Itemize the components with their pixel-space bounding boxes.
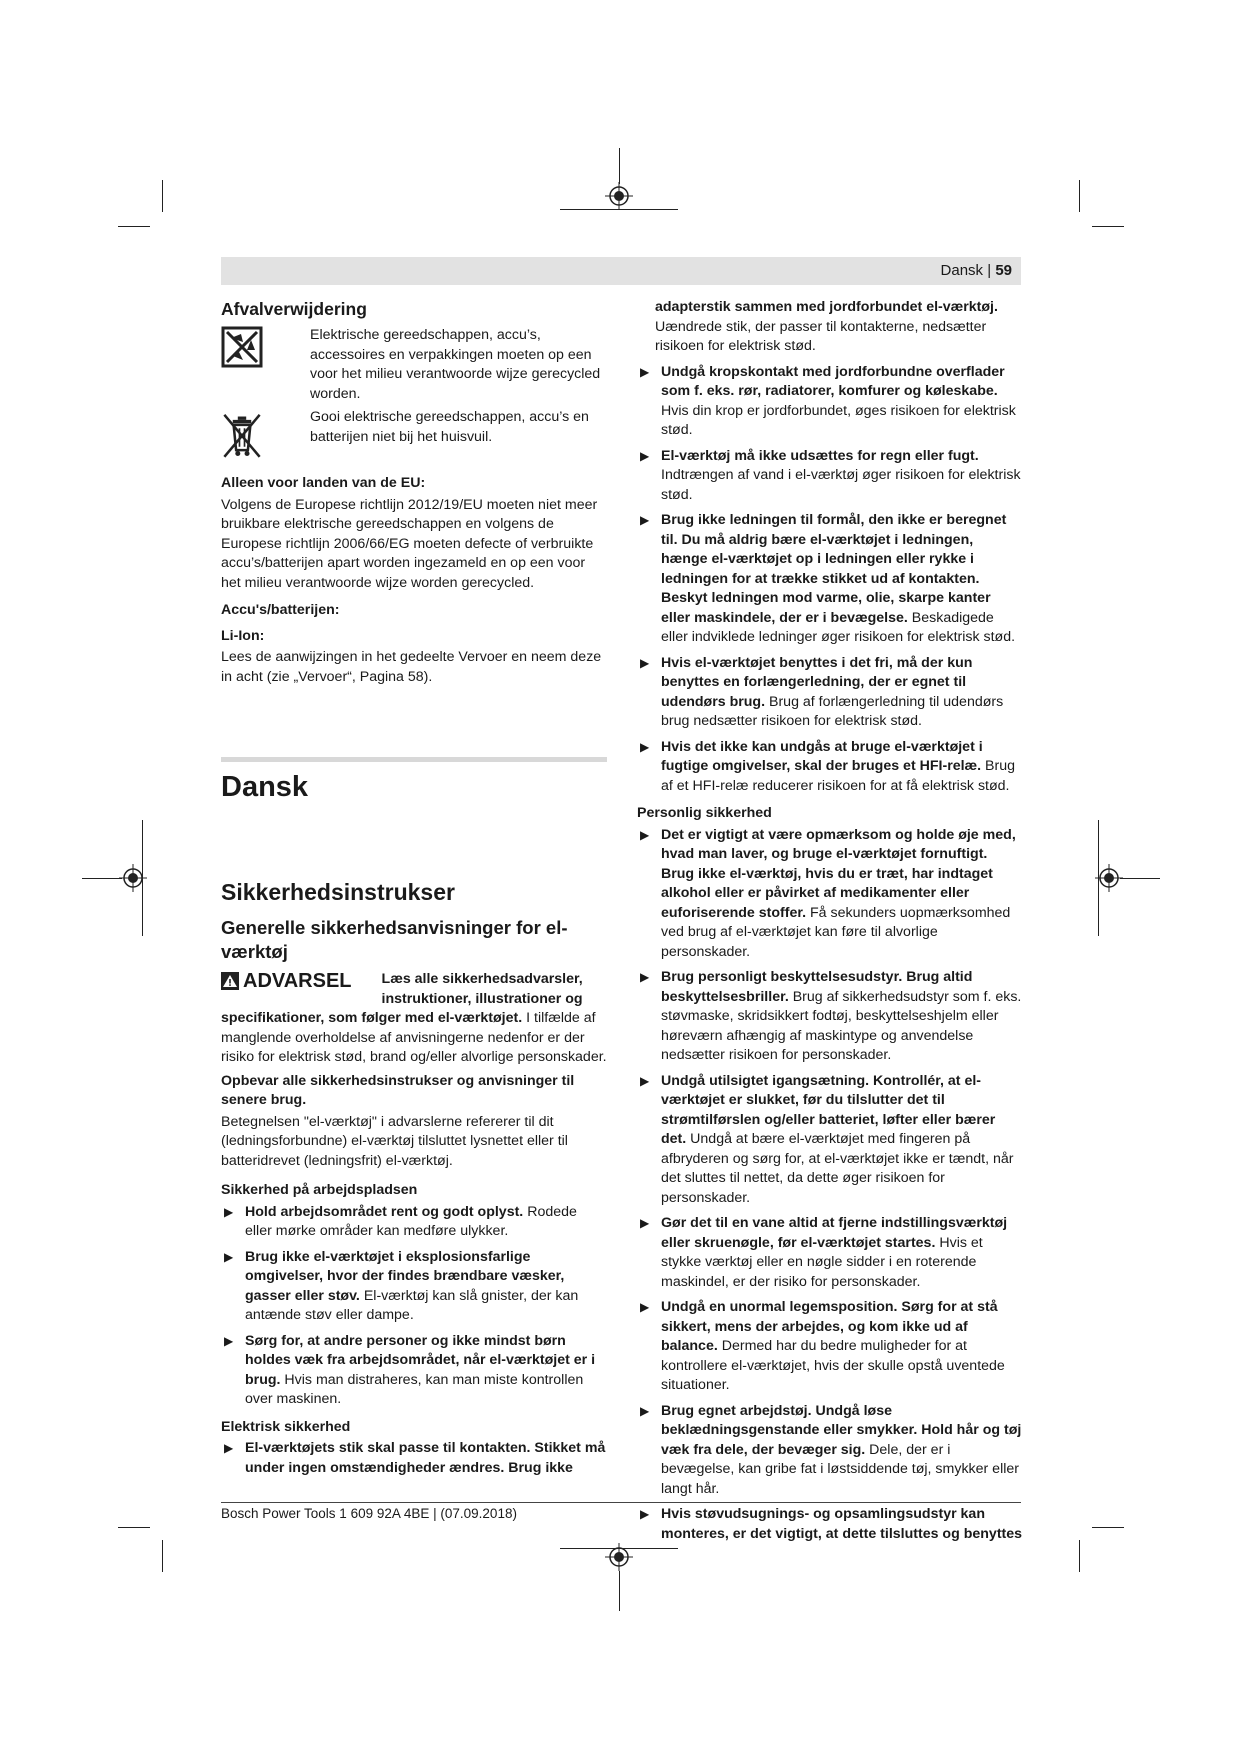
list-item-text: Undgå at bære el-værktøjet med fingeren på afbryderen og sørg for, at el-værktøjet ikke er tændt, når det sluttes til nettet, da dette øger risikoen for personskader. (661, 1131, 1014, 1206)
list-item-text: Indtrængen af vand i el-værktøj øger risikoen for elektrisk stød. (661, 467, 1021, 503)
continued-bold: adapterstik sammen med jordforbundet el-værktøj. (655, 299, 998, 315)
list-item-bold: Undgå en unormal legemsposition. Sørg for at stå sikkert, mens der arbejdes, og kom ikke ud af balance. (661, 1299, 998, 1354)
warning-block (221, 970, 607, 1068)
keep-text: Betegnelsen "el-værktøj" i advarslerne refererer til dit (ledningsforbundne) el-værktøj tilsluttet lysnettet eller til batteridrevet (ledningsfrit) el-værktøj. (221, 1113, 568, 1169)
list-item-bold: Brug ikke el-værktøjet i eksplosionsfarlige omgivelser, hvor der findes brændbare væsker, gasser eller støv. (245, 1248, 565, 1304)
list-item-bold: Gør det til en vane altid at fjerne indstillingsværktøj eller skruenøgle, før el-værktøjet startes. (661, 1215, 1008, 1251)
crop-mark (162, 1540, 163, 1572)
list-item (637, 738, 1023, 797)
triangle-bullet-icon: ▶ (640, 364, 650, 379)
list-item-text: Få sekunders uopmærksomhed ved brug af el-værktøjet kan føre til alvorlige personskader. (661, 904, 1011, 960)
list-item-bold: Undgå kropskontakt med jordforbundne overflader som f. eks. rør, radiatorer, komfurer og køleskabe. (661, 363, 1005, 399)
triangle-bullet-icon: ▶ (640, 970, 650, 984)
warning-bold-text: Læs alle sikkerhedsadvarsler, instruktioner, illustrationer og specifikationer, som følger med el-værktøjet. (221, 971, 583, 1026)
crop-mark (560, 209, 678, 210)
workplace-heading: Sikkerhed på arbejdspladsen (221, 1182, 418, 1198)
crop-mark (82, 878, 122, 879)
list-item (637, 654, 1023, 732)
list-item-bold: Undgå utilsigtet igangsætning. Kontrollér, at el-værktøjet er slukket, før du tilslutter det til strømtilførslen og/eller batteriet, løfter eller bærer det. (661, 1072, 996, 1147)
triangle-bullet-icon: ▶ (640, 513, 650, 527)
list-item-bold: Brug personligt beskyttelsesudstyr. Brug altid beskyttelsesbriller. (661, 969, 973, 1005)
safety-title: Sikkerhedsinstrukser (221, 879, 455, 905)
liion-text: Lees de aanwijzingen in het gedeelte Vervoer en neem deze in acht (zie „Vervoer“, Pagina 58). (221, 649, 602, 685)
crossed-out-wheelie-bin-icon (221, 408, 263, 462)
header-text (941, 262, 1012, 280)
crop-mark (1120, 878, 1160, 879)
triangle-bullet-icon: ▶ (640, 1216, 650, 1230)
crop-mark (1079, 1540, 1080, 1572)
crop-mark (118, 1527, 150, 1528)
list-item (221, 1332, 607, 1410)
battery-heading: Accu's/batterijen: (221, 602, 340, 618)
disposal-row-recycle (221, 326, 607, 404)
list-item (637, 511, 1023, 648)
list-item-bold: Brug egnet arbejdstøj. Undgå løse beklædningsgenstande eller smykker. Hold hår og tøj væk fra dele, der bevæger sig. (661, 1402, 1022, 1458)
general-title: Generelle sikkerhedsanvisninger for el-værktøj (221, 917, 568, 962)
crop-mark (1098, 820, 1099, 936)
triangle-bullet-icon: ▶ (640, 739, 650, 754)
triangle-bullet-icon: ▶ (640, 1300, 650, 1314)
list-item (637, 363, 1023, 441)
left-column (221, 298, 607, 1484)
keep-heading: Opbevar alle sikkerhedsinstrukser og anvisninger til senere brug. (221, 1072, 575, 1108)
warning-triangle-icon (221, 972, 239, 990)
warning-text: I tilfælde af manglende overholdelse af anvisningerne nedenfor er der risiko for elektrisk stød, brand og/eller alvorlige personskader. (221, 1010, 607, 1065)
list-item (637, 1402, 1023, 1500)
list-item (637, 1072, 1023, 1209)
list-item-bold: Det er vigtigt at være opmærksom og holde øje med, hvad man laver, og bruge el-værktøjet fornuftigt. Brug ikke el-værktøj, hvis du er træt, har indtaget alkohol eller er påvirket af medikamenter eller euforiserende stoffer. (661, 826, 1016, 921)
list-item-text: Dele, der er i bevægelse, kan gribe fat i løstsiddende tøj, smykker eller langt hår. (661, 1441, 1019, 1497)
warning-label: ADVARSEL (243, 970, 352, 992)
triangle-bullet-icon: ▶ (224, 1249, 234, 1264)
list-item-text: Brug af sikkerhedsudstyr som f. eks. støvmaske, skridsikkert fodtøj, beskyttelseshjelm eller høreværn afhængig af maskintype og anvendelse nedsætter risikoen for personskader. (661, 988, 1022, 1063)
crop-mark (142, 820, 143, 936)
list-item (637, 968, 1023, 1066)
crop-mark (619, 148, 620, 184)
header-language: Dansk (940, 262, 984, 279)
registration-mark-icon (1095, 864, 1123, 892)
list-item-bold: Hold arbejdsområdet rent og godt oplyst. (245, 1203, 524, 1220)
triangle-bullet-icon: ▶ (640, 1507, 650, 1521)
list-item-text: Brug af forlængerledning til udendørs brug nedsætter risikoen for elektrisk stød. (661, 693, 1004, 729)
list-item-bold: El-værktøjets stik skal passe til kontakten. Stikket må under ingen omstændigheder ændres. Brug ikke (245, 1440, 606, 1476)
list-item (637, 1298, 1023, 1396)
crop-mark (619, 1571, 620, 1611)
triangle-bullet-icon: ▶ (224, 1204, 234, 1219)
list-item-text: El-værktøj kan slå gnister, der kan antænde støv eller dampe. (245, 1287, 579, 1323)
list-item (637, 447, 1023, 506)
liion-heading: Li-Ion: (221, 627, 265, 644)
crop-mark (162, 180, 163, 212)
triangle-bullet-icon: ▶ (640, 448, 650, 463)
list-item-text: Hvis man distraheres, kan man miste kontrollen over maskinen. (245, 1371, 584, 1407)
triangle-bullet-icon: ▶ (224, 1333, 234, 1348)
disposal-title: Afvalverwijdering (221, 299, 367, 319)
list-item-bold: Brug ikke ledningen til formål, den ikke er beregnet til. Du må aldrig bære el-værktøjet i ledningen, hænge el-værktøjet op i ledningen eller rykke i ledningen for at trække stikket ud af kontakten. Beskyt ledningen mod varme, olie, skarpe kanter eller maskindele, der er i bevægelse. (661, 512, 1007, 626)
page-footer: Bosch Power Tools 1 609 92A 4BE | (07.09.2018) (221, 1506, 517, 1521)
triangle-bullet-icon: ▶ (640, 1403, 650, 1418)
triangle-bullet-icon: ▶ (640, 827, 650, 842)
triangle-bullet-icon: ▶ (640, 655, 650, 670)
triangle-bullet-icon: ▶ (224, 1441, 234, 1455)
eu-text: Volgens de Europese richtlijn 2012/19/EU moeten niet meer bruikbare elektrische gereedschappen en volgens de Europese richtlijn 2006/66/EG moeten defecte of verbruikte accu’s/batterijen apart worden ingezameld en op een voor het milieu verantwoorde wijze worden gerecycled. (221, 496, 598, 591)
crop-mark (1079, 180, 1080, 212)
list-item (221, 1439, 607, 1478)
list-item (637, 1214, 1023, 1292)
registration-mark-icon (605, 182, 633, 210)
eu-heading: Alleen voor landen van de EU: (221, 475, 426, 491)
disposal-text-2: Gooi elektrische gereedschappen, accu’s en batterijen niet bij het huisvuil. (310, 409, 589, 445)
footer-divider (221, 1502, 1021, 1503)
list-item-text: Hvis din krop er jordforbundet, øges risikoen for elektrisk stød. (661, 402, 1016, 438)
crop-mark (1092, 1527, 1124, 1528)
list-item (221, 1203, 607, 1242)
page-number: 59 (995, 262, 1012, 279)
list-item-bold: El-værktøj må ikke udsættes for regn eller fugt. (661, 447, 979, 464)
crop-mark (1092, 226, 1124, 227)
recycling-symbol-icon (221, 326, 263, 368)
warning-label-wrap (221, 970, 352, 992)
continued-paragraph (637, 298, 1023, 357)
list-item-bold: Hvis det ikke kan undgås at bruge el-værktøjet i fugtige omgivelser, skal der bruges et HFI-relæ. (661, 738, 983, 774)
electrical-heading: Elektrisk sikkerhed (221, 1418, 351, 1435)
list-item (221, 1248, 607, 1326)
section-divider (221, 757, 607, 762)
page-header (221, 257, 1021, 285)
disposal-row-bin (221, 408, 607, 462)
header-separator: | (987, 262, 992, 279)
list-item (637, 1505, 1023, 1544)
list-item-bold: Hvis el-værktøjet benyttes i det fri, må der kun benyttes en forlængerledning, der er egnet til udendørs brug. (661, 654, 973, 710)
list-item-text: Hvis et stykke værktøj eller en nøgle sidder i en roterende maskindel, er der risiko for personskader. (661, 1234, 983, 1290)
crop-mark (118, 226, 150, 227)
list-item (637, 826, 1023, 963)
language-title: Dansk (221, 771, 309, 803)
list-item-bold: Sørg for, at andre personer og ikke mindst børn holdes væk fra arbejdsområdet, når el-værktøjet er i brug. (245, 1332, 596, 1388)
list-item-text: Dermed har du bedre muligheder for at kontrollere el-værktøjet, hvis der skulle opstå uventede situationer. (661, 1338, 1005, 1393)
continued-text: Uændrede stik, der passer til kontakterne, nedsætter risikoen for elektrisk stød. (655, 318, 987, 354)
list-item-text: Beskadigede eller indviklede ledninger øger risikoen for elektrisk stød. (661, 609, 1016, 645)
disposal-text-1: Elektrische gereedschappen, accu’s, accessoires en verpakkingen moeten op een voor het milieu verantwoorde wijze gerecycled worden. (310, 327, 601, 402)
triangle-bullet-icon: ▶ (640, 1073, 650, 1088)
right-column (637, 298, 1023, 1550)
list-item-text: Rodede eller mørke områder kan medføre ulykker. (245, 1203, 577, 1239)
list-item-bold: Hvis støvudsugnings- og opsamlingsudstyr kan monteres, er det vigtigt, at dette tilsluttes og benyttes (661, 1506, 1023, 1542)
personal-heading: Personlig sikkerhed (637, 805, 772, 821)
list-item-text: Brug af et HFI-relæ reducerer risikoen for at få elektrisk stød. (661, 758, 1016, 794)
